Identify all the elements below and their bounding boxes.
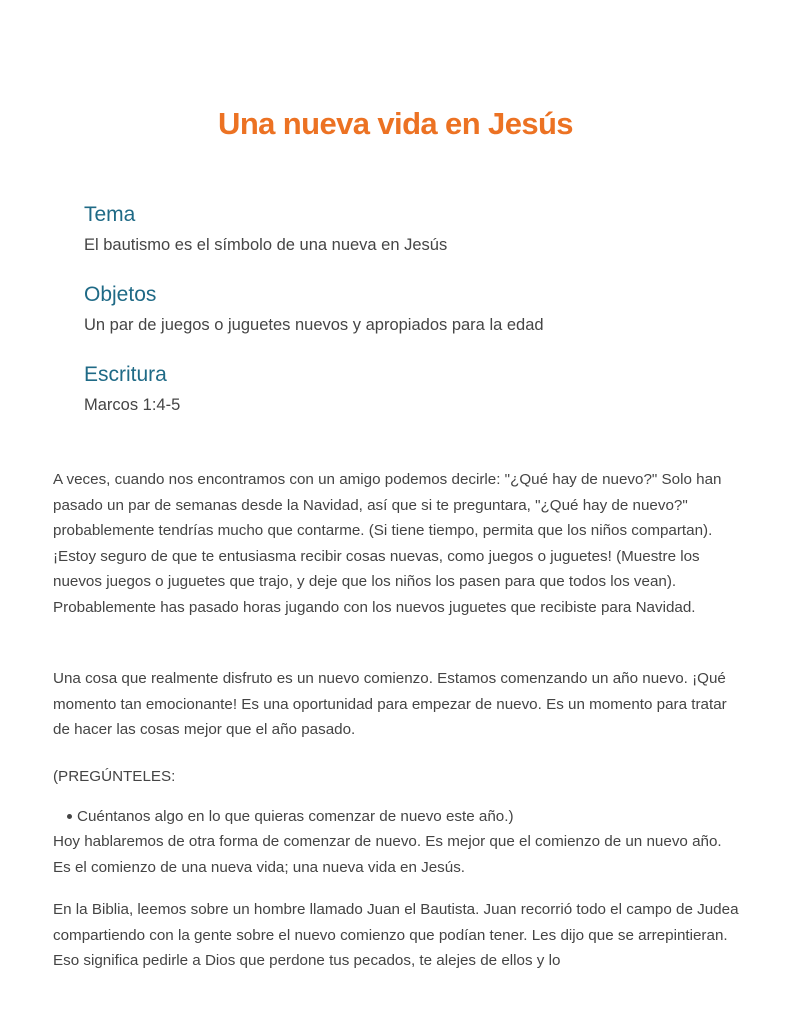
topic-value: El bautismo es el símbolo de una nueva en Jesús (84, 236, 448, 254)
paragraph-new-beginning: Una cosa que realmente disfruto es un nuevo comienzo. Estamos comenzando un año nuevo. ¡Qué momento tan emocionante! Es una oportunidad para empezar de nuevo. Es un momento para tratar de hacer las cosas mejor que el año pasado. (53, 670, 727, 738)
topic-section (84, 201, 724, 257)
page-title: Una nueva vida en Jesús (218, 106, 573, 141)
scripture-section (84, 361, 724, 417)
paragraph-intro: A veces, cuando nos encontramos con un amigo podemos decirle: "¿Qué hay de nuevo?" Solo han pasado un par de semanas desde la Navidad, así que si te preguntara, "¿Qué hay de nuevo?" probablemente tendrías mucho que contarme. (Si tiene tiempo, permita que los niños compartan). ¡Estoy seguro de que te entusiasma recibir cosas nuevas, como juegos o juguetes! (Muestre los nuevos juegos o juguetes que trajo, y deje que los niños los pasen para que todos los vean). Probablemente has pasado horas jugando con los nuevos juguetes que recibiste para Navidad. (53, 471, 722, 616)
objects-heading: Objetos (84, 283, 157, 306)
scripture-value: Marcos 1:4-5 (84, 396, 181, 414)
list-item-text: Cuéntanos algo en lo que quieras comenzar de nuevo este año.) (77, 808, 514, 825)
bullet-icon (67, 814, 72, 819)
objects-value: Un par de juegos o juguetes nuevos y apropiados para la edad (84, 316, 544, 334)
topic-heading: Tema (84, 203, 136, 226)
objects-section (84, 281, 724, 337)
scripture-heading: Escritura (84, 363, 167, 386)
paragraph-new-life: Hoy hablaremos de otra forma de comenzar de nuevo. Es mejor que el comienzo de un nuevo año. Es el comienzo de una nueva vida; una nueva vida en Jesús. (53, 833, 722, 876)
paragraph-john-baptist: En la Biblia, leemos sobre un hombre llamado Juan el Bautista. Juan recorrió todo el campo de Judea compartiendo con la gente sobre el nuevo comienzo que podían tener. Les dijo que se arrepintieran. Eso significa pedirle a Dios que perdone tus pecados, te alejes de ellos y lo (53, 901, 739, 969)
ask-label: (PREGÚNTELES: (53, 768, 176, 785)
